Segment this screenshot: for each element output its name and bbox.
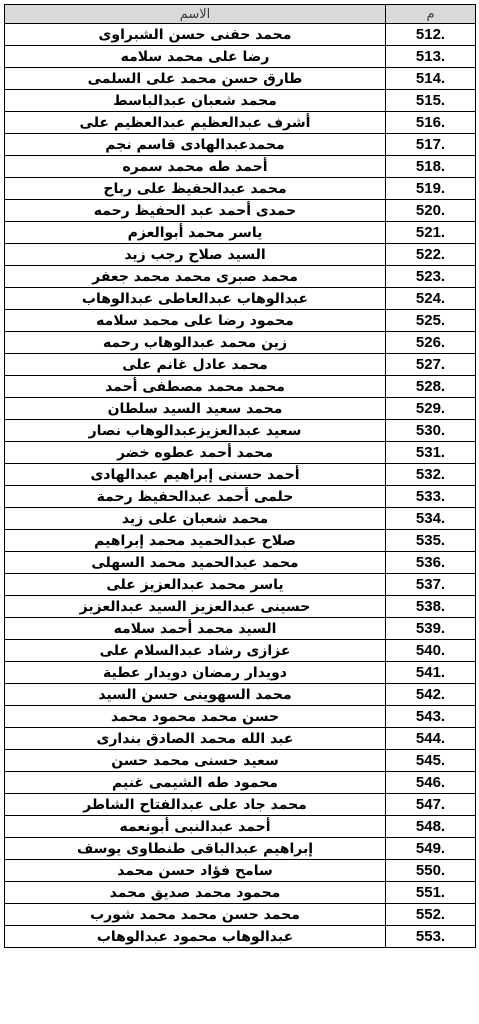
row-number: .522 — [386, 244, 476, 266]
row-number: .518 — [386, 156, 476, 178]
table-row — [5, 640, 476, 662]
table-row — [5, 486, 476, 508]
row-number: .517 — [386, 134, 476, 156]
row-name: حمدى أحمد عبد الحفيظ رحمه — [5, 200, 386, 222]
table-row — [5, 684, 476, 706]
row-number: .530 — [386, 420, 476, 442]
row-number: .527 — [386, 354, 476, 376]
table-row — [5, 24, 476, 46]
row-number: .536 — [386, 552, 476, 574]
row-number: .544 — [386, 728, 476, 750]
row-number: .528 — [386, 376, 476, 398]
table-row — [5, 794, 476, 816]
table-row — [5, 882, 476, 904]
table-row — [5, 200, 476, 222]
row-number: .512 — [386, 24, 476, 46]
table-row — [5, 376, 476, 398]
row-number: .526 — [386, 332, 476, 354]
row-number: .545 — [386, 750, 476, 772]
row-number: .535 — [386, 530, 476, 552]
row-number: .543 — [386, 706, 476, 728]
table-row — [5, 926, 476, 948]
row-number: .549 — [386, 838, 476, 860]
row-name: محمد عبدالحفيظ على رباح — [5, 178, 386, 200]
table-row — [5, 398, 476, 420]
row-number: .546 — [386, 772, 476, 794]
table-row — [5, 420, 476, 442]
row-name: محمد سعيد السيد سلطان — [5, 398, 386, 420]
row-name: محمد السهوينى حسن السيد — [5, 684, 386, 706]
row-name: محمد حفنى حسن الشبراوى — [5, 24, 386, 46]
table-row — [5, 508, 476, 530]
table-row — [5, 904, 476, 926]
row-name: عزازى رشاد عبدالسلام على — [5, 640, 386, 662]
table-row — [5, 112, 476, 134]
row-name: عبدالوهاب محمود عبدالوهاب — [5, 926, 386, 948]
table-row — [5, 310, 476, 332]
row-number: .542 — [386, 684, 476, 706]
row-name: صلاح عبدالحميد محمد إبراهيم — [5, 530, 386, 552]
row-name: إبراهيم عبدالباقى طنطاوى يوسف — [5, 838, 386, 860]
table-header — [5, 5, 476, 24]
row-number: .519 — [386, 178, 476, 200]
row-number: .529 — [386, 398, 476, 420]
row-number: .553 — [386, 926, 476, 948]
row-name: محمد محمد مصطفى أحمد — [5, 376, 386, 398]
table-row — [5, 244, 476, 266]
table-row — [5, 46, 476, 68]
row-name: محمد أحمد عطوه خضر — [5, 442, 386, 464]
row-name: زين محمد عبدالوهاب رحمه — [5, 332, 386, 354]
row-name: محمود طه الشيمى غنيم — [5, 772, 386, 794]
row-name: ياسر محمد أبوالعزم — [5, 222, 386, 244]
row-number: .523 — [386, 266, 476, 288]
table-row — [5, 838, 476, 860]
row-name: محمد حسن محمد محمد شورب — [5, 904, 386, 926]
row-name: السيد صلاح رجب زيد — [5, 244, 386, 266]
table-row — [5, 618, 476, 640]
row-number: .520 — [386, 200, 476, 222]
table-row — [5, 134, 476, 156]
row-name: محمود محمد صديق محمد — [5, 882, 386, 904]
row-number: .515 — [386, 90, 476, 112]
names-sheet — [4, 4, 475, 948]
row-number: .531 — [386, 442, 476, 464]
row-name: حلمى أحمد عبدالحفيظ رحمة — [5, 486, 386, 508]
row-number: .538 — [386, 596, 476, 618]
table-row — [5, 68, 476, 90]
row-name: محمد عبدالحميد محمد السهلى — [5, 552, 386, 574]
row-name: محمد شعبان عبدالباسط — [5, 90, 386, 112]
row-number: .514 — [386, 68, 476, 90]
row-name: ياسر محمد عبدالعزيز على — [5, 574, 386, 596]
table-row — [5, 728, 476, 750]
row-name: سعيد عبدالعزيزعبدالوهاب نصار — [5, 420, 386, 442]
row-number: .533 — [386, 486, 476, 508]
table-body — [5, 24, 476, 948]
table-row — [5, 552, 476, 574]
table-row — [5, 178, 476, 200]
table-row — [5, 90, 476, 112]
table-row — [5, 530, 476, 552]
header-row — [5, 5, 476, 24]
table-row — [5, 574, 476, 596]
table-row — [5, 156, 476, 178]
row-name: طارق حسن محمد على السلمى — [5, 68, 386, 90]
table-row — [5, 288, 476, 310]
row-name: سعيد حسنى محمد حسن — [5, 750, 386, 772]
row-name: أحمد طه محمد سمره — [5, 156, 386, 178]
table-row — [5, 662, 476, 684]
row-name: حسينى عبدالعزيز السيد عبدالعزيز — [5, 596, 386, 618]
row-number: .550 — [386, 860, 476, 882]
row-number: .551 — [386, 882, 476, 904]
row-number: .524 — [386, 288, 476, 310]
row-number: .552 — [386, 904, 476, 926]
row-number: .540 — [386, 640, 476, 662]
row-number: .547 — [386, 794, 476, 816]
row-number: .539 — [386, 618, 476, 640]
row-number: .513 — [386, 46, 476, 68]
row-number: .548 — [386, 816, 476, 838]
names-table — [4, 4, 476, 948]
table-row — [5, 222, 476, 244]
row-name: دويدار رمضان دويدار عطية — [5, 662, 386, 684]
table-row — [5, 860, 476, 882]
table-row — [5, 750, 476, 772]
row-number: .521 — [386, 222, 476, 244]
table-row — [5, 464, 476, 486]
row-name: محمد صبرى محمد محمد جعفر — [5, 266, 386, 288]
table-row — [5, 354, 476, 376]
number-column-header: م — [386, 5, 476, 24]
row-number: .525 — [386, 310, 476, 332]
table-row — [5, 816, 476, 838]
table-row — [5, 596, 476, 618]
row-name: السيد محمد أحمد سلامه — [5, 618, 386, 640]
table-row — [5, 442, 476, 464]
row-number: .537 — [386, 574, 476, 596]
row-name: أحمد عبدالنبى أبونعمه — [5, 816, 386, 838]
row-name: رضا على محمد سلامه — [5, 46, 386, 68]
table-row — [5, 332, 476, 354]
table-row — [5, 266, 476, 288]
name-column-header: الاسم — [5, 5, 386, 24]
row-name: أحمد حسنى إبراهيم عبدالهادى — [5, 464, 386, 486]
row-name: حسن محمد محمود محمد — [5, 706, 386, 728]
table-row — [5, 772, 476, 794]
row-name: عبد الله محمد الصادق بندارى — [5, 728, 386, 750]
row-name: أشرف عبدالعظيم عبدالعظيم على — [5, 112, 386, 134]
row-name: سامح فؤاد حسن محمد — [5, 860, 386, 882]
row-number: .534 — [386, 508, 476, 530]
row-name: محمد جاد على عبدالفتاح الشاطر — [5, 794, 386, 816]
row-number: .541 — [386, 662, 476, 684]
row-name: محمدعبدالهادى قاسم نجم — [5, 134, 386, 156]
row-name: محمد شعبان على زيد — [5, 508, 386, 530]
row-name: عبدالوهاب عبدالعاطى عبدالوهاب — [5, 288, 386, 310]
table-row — [5, 706, 476, 728]
row-number: .532 — [386, 464, 476, 486]
row-name: محمد عادل غانم على — [5, 354, 386, 376]
row-name: محمود رضا على محمد سلامه — [5, 310, 386, 332]
row-number: .516 — [386, 112, 476, 134]
